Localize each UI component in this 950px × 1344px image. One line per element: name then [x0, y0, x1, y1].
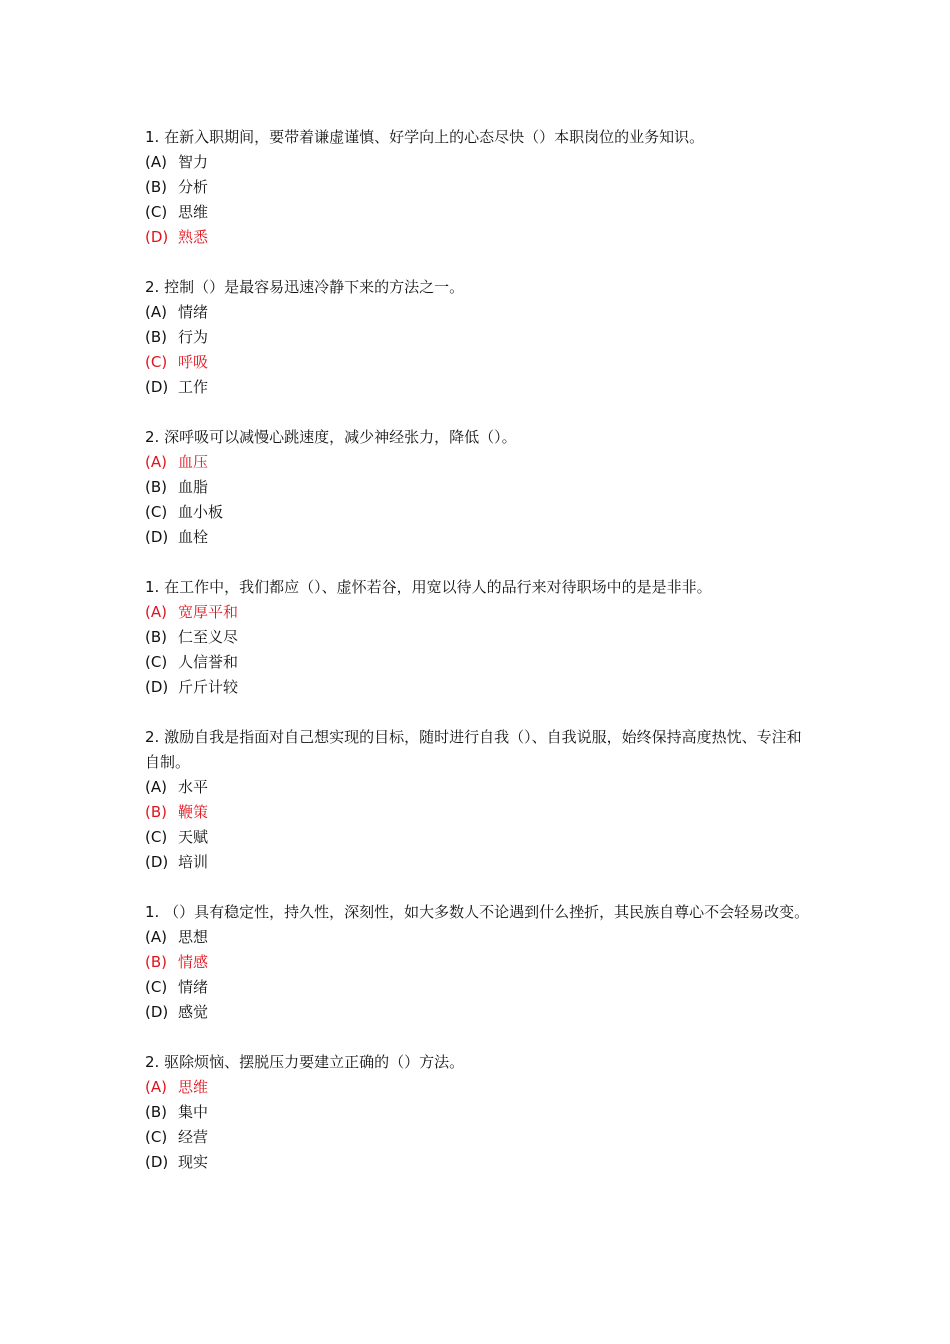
option-label: (A): [145, 928, 167, 946]
option-text: 情感: [178, 953, 209, 971]
option-d: [145, 1150, 810, 1175]
question-2: [145, 275, 810, 400]
option-label: (B): [145, 178, 167, 196]
option-label: (C): [145, 978, 168, 996]
option-d: [145, 225, 810, 250]
option-label: (A): [145, 153, 167, 171]
option-c: [145, 650, 810, 675]
option-text: 斤斤计较: [178, 678, 239, 696]
option-text: 呼吸: [178, 353, 209, 371]
option-label: (C): [145, 1128, 168, 1146]
option-label: (D): [145, 678, 169, 696]
option-text: 血压: [178, 453, 209, 471]
question-6: [145, 900, 810, 1025]
option-label: (B): [145, 478, 167, 496]
question-text: 2. 深呼吸可以减慢心跳速度，减少神经张力，降低（）。: [145, 428, 517, 446]
option-text: 思维: [178, 1078, 209, 1096]
option-text: 血栓: [178, 528, 209, 546]
question-text: 2. 激励自我是指面对自己想实现的目标，随时进行自我（）、自我说服，始终保持高度热忱、专注和自制。: [145, 728, 802, 771]
question-1: [145, 125, 810, 250]
option-b: [145, 625, 810, 650]
option-label: (D): [145, 228, 169, 246]
option-text: 工作: [178, 378, 209, 396]
option-a: [145, 150, 810, 175]
option-a: [145, 450, 810, 475]
option-text: 思想: [178, 928, 209, 946]
option-label: (C): [145, 828, 168, 846]
option-text: 血脂: [178, 478, 209, 496]
option-label: (D): [145, 378, 169, 396]
option-label: (D): [145, 1153, 169, 1171]
option-b: [145, 475, 810, 500]
option-b: [145, 325, 810, 350]
option-text: 行为: [178, 328, 209, 346]
question-text: 1. 在工作中，我们都应（）、虚怀若谷，用宽以待人的品行来对待职场中的是是非非。: [145, 578, 712, 596]
option-a: [145, 600, 810, 625]
option-text: 人信誉和: [178, 653, 239, 671]
option-d: [145, 675, 810, 700]
option-label: (A): [145, 1078, 167, 1096]
option-text: 仁至义尽: [178, 628, 239, 646]
option-text: 天赋: [178, 828, 209, 846]
option-text: 分析: [178, 178, 209, 196]
option-c: [145, 350, 810, 375]
option-label: (A): [145, 778, 167, 796]
option-text: 智力: [178, 153, 209, 171]
option-text: 集中: [178, 1103, 209, 1121]
option-b: [145, 800, 810, 825]
option-c: [145, 975, 810, 1000]
option-text: 水平: [178, 778, 209, 796]
option-text: 培训: [178, 853, 209, 871]
option-c: [145, 1125, 810, 1150]
option-text: 情绪: [178, 978, 209, 996]
option-a: [145, 925, 810, 950]
option-text: 熟悉: [178, 228, 209, 246]
option-text: 思维: [178, 203, 209, 221]
option-label: (A): [145, 603, 167, 621]
option-label: (C): [145, 503, 168, 521]
option-b: [145, 950, 810, 975]
option-label: (C): [145, 203, 168, 221]
option-text: 宽厚平和: [178, 603, 239, 621]
option-c: [145, 200, 810, 225]
question-text: 2. 控制（）是最容易迅速冷静下来的方法之一。: [145, 278, 465, 296]
option-text: 鞭策: [178, 803, 209, 821]
option-label: (A): [145, 453, 167, 471]
option-label: (A): [145, 303, 167, 321]
option-d: [145, 850, 810, 875]
option-d: [145, 525, 810, 550]
option-label: (B): [145, 803, 167, 821]
option-c: [145, 500, 810, 525]
option-b: [145, 1100, 810, 1125]
option-label: (D): [145, 853, 169, 871]
option-label: (B): [145, 1103, 167, 1121]
option-a: [145, 775, 810, 800]
option-c: [145, 825, 810, 850]
option-d: [145, 375, 810, 400]
question-4: [145, 575, 810, 700]
option-a: [145, 300, 810, 325]
option-label: (B): [145, 953, 167, 971]
option-text: 经营: [178, 1128, 209, 1146]
question-3: [145, 425, 810, 550]
option-b: [145, 175, 810, 200]
option-label: (D): [145, 528, 169, 546]
document-body: [145, 125, 810, 1200]
question-5: [145, 725, 810, 875]
option-label: (C): [145, 653, 168, 671]
option-text: 情绪: [178, 303, 209, 321]
option-label: (C): [145, 353, 168, 371]
question-text: 1. 在新入职期间，要带着谦虚谨慎、好学向上的心态尽快（）本职岗位的业务知识。: [145, 128, 705, 146]
option-label: (B): [145, 628, 167, 646]
option-label: (B): [145, 328, 167, 346]
option-label: (D): [145, 1003, 169, 1021]
option-text: 血小板: [178, 503, 224, 521]
option-text: 感觉: [178, 1003, 209, 1021]
option-a: [145, 1075, 810, 1100]
option-d: [145, 1000, 810, 1025]
question-text: 2. 驱除烦恼、摆脱压力要建立正确的（）方法。: [145, 1053, 465, 1071]
question-text: 1. （）具有稳定性，持久性，深刻性，如大多数人不论遇到什么挫折，其民族自尊心不会轻易改变。: [145, 903, 810, 921]
option-text: 现实: [178, 1153, 209, 1171]
question-7: [145, 1050, 810, 1175]
